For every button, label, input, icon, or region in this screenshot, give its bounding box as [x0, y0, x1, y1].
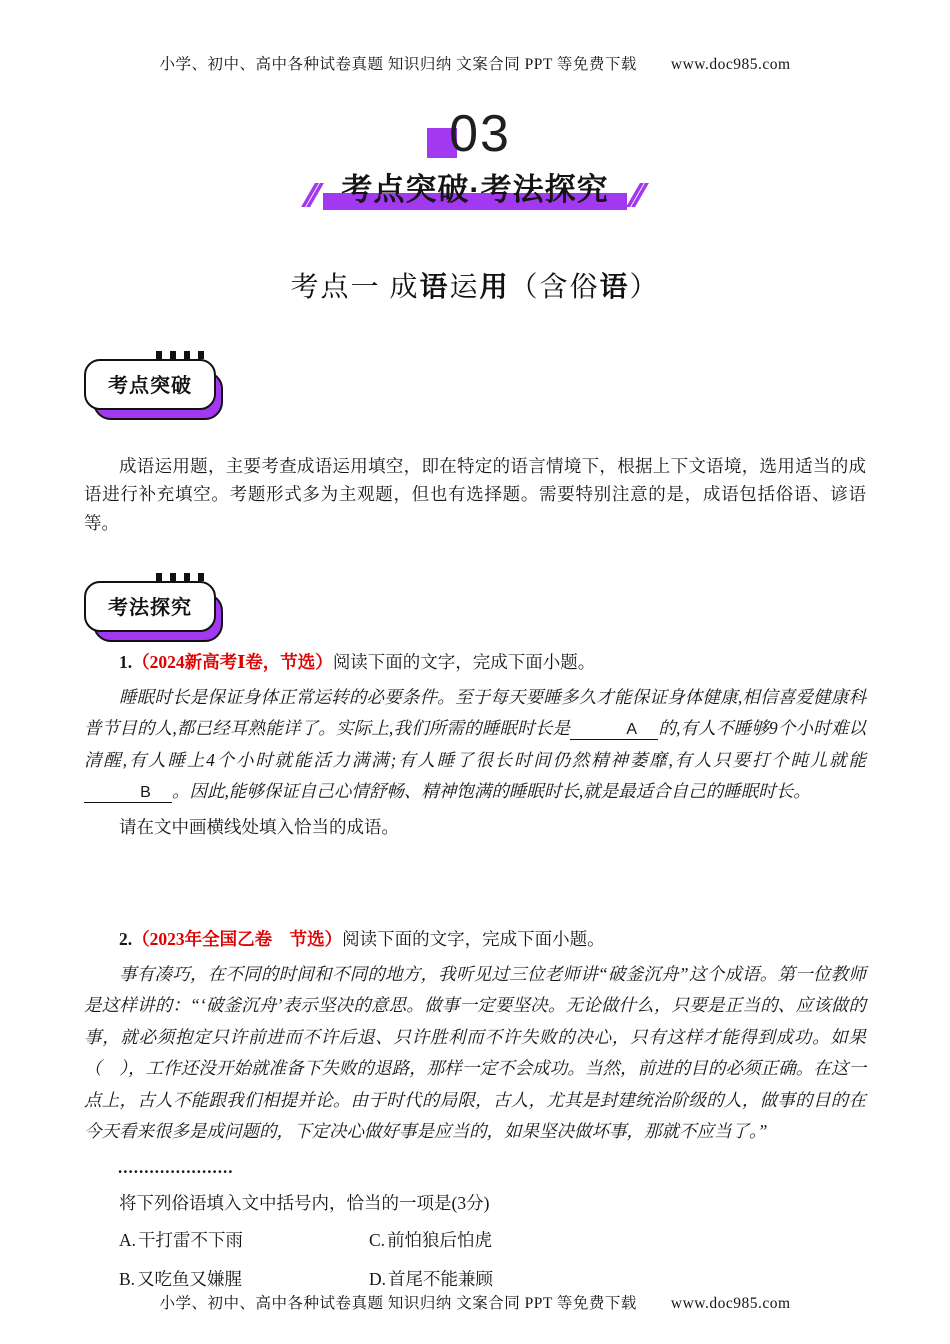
intro-paragraph: 成语运用题，主要考查成语运用填空，即在特定的语言情境下，根据上下文语境，选用适当的成语进行补充填空。考题形式多为主观题，但也有选择题。需要特别注意的是，成语包括俗语、谚语等。: [84, 456, 866, 533]
header-text: 小学、初中、高中各种试卷真题 知识归纳 文案合同 PPT 等免费下载: [159, 56, 637, 73]
badge-sprocket-icon: [156, 573, 204, 581]
title-part: 运: [449, 272, 480, 303]
page-footer: [84, 1291, 866, 1313]
blank-b: B: [84, 784, 172, 803]
option-a-text: 干打雷不下雨: [138, 1229, 244, 1250]
q1-prompt: 阅读下面的文字，完成下面小题。: [332, 652, 596, 673]
footer-text: 小学、初中、高中各种试卷真题 知识归纳 文案合同 PPT 等免费下载: [159, 1294, 637, 1312]
option-b-text: 又吃鱼又嫌腥: [137, 1268, 243, 1289]
option-c-label: C.: [369, 1229, 386, 1250]
option-a-label: A.: [119, 1229, 137, 1250]
title-part: 用: [479, 271, 510, 302]
q1-source: （2024新高考Ⅰ卷，节选）: [132, 652, 333, 673]
badge-box: [84, 359, 216, 410]
double-slash-left-icon: [301, 183, 324, 207]
option-b: [119, 1266, 369, 1291]
option-c: [369, 1227, 866, 1252]
badge-label: 考法探究: [108, 597, 192, 620]
section-banner: [84, 164, 866, 209]
double-slash-right-icon: [626, 183, 649, 207]
q2-question: 将下列俗语填入文中括号内，恰当的一项是(3分): [119, 1192, 490, 1213]
q2-number: 2.: [119, 928, 133, 949]
q2-source: （2023年全国乙卷 节选）: [132, 928, 343, 949]
title-part: 语: [599, 271, 630, 302]
section-number: [84, 105, 866, 163]
title-part: （含俗: [509, 272, 600, 303]
section-number-text: 03: [449, 105, 511, 163]
page-header: [84, 52, 866, 74]
section-title: [84, 265, 866, 305]
q1-body-text: 。因此,能够保证自己心情舒畅、精神饱满的睡眠时长,就是最适合自己的睡眠时长。: [172, 781, 811, 802]
option-d: [369, 1266, 866, 1291]
ellipsis-line: ......................: [118, 1157, 234, 1177]
option-d-text: 首尾不能兼顾: [388, 1268, 494, 1289]
option-c-text: 前怕狼后怕虎: [387, 1229, 493, 1250]
kaofa-tanjiu-badge: [84, 581, 216, 632]
q2-body: 事有凑巧，在不同的时间和不同的地方，我听见过三位老师讲“破釜沉舟”这个成语。第一位教师是这样讲的：“‘破釜沉舟’表示坚决的意思。做事一定要坚决。无论做什么，只要是正当的、应该做的事，就必须抱定只许前进而不许后退、只许胜利而不许失败的决心，只有这样才能得到成功。如果（ ），工作还没开始就准备下失败的退路，那样一定不会成功。当然，前进的目的必须正确。在这一点上，古人不能跟我们相提并论。由于时代的局限，古人，尤其是封建统治阶级的人，做事的目的在今天看来很多是成问题的，下定决心做好事是应当的，如果坚决做坏事，那就不应当了。”: [84, 963, 866, 1142]
q2-header: [84, 925, 866, 955]
question-2: [84, 925, 866, 1291]
title-part: 语: [419, 271, 450, 302]
q1-instruction: 请在文中画横线处填入恰当的成语。: [119, 816, 399, 837]
title-part: 考点一 成: [290, 272, 420, 303]
question-1: [84, 632, 866, 839]
title-part: ）: [629, 272, 660, 303]
badge-sprocket-icon: [156, 351, 204, 359]
option-b-label: B.: [119, 1268, 136, 1289]
footer-url-link[interactable]: www.doc985.com: [670, 1294, 791, 1312]
q1-body-text: 睡眠时长是保证身体正常运转的必要条件。至于每天要睡多久才能保证身体健康,相信喜爱健康科普节目的人,都已经耳熟能详了。实际上,我们所需的睡眠时长是: [84, 686, 866, 739]
q2-prompt: 阅读下面的文字，完成下面小题。: [342, 928, 605, 949]
badge-label: 考点突破: [108, 375, 192, 397]
options-list: [84, 1227, 866, 1291]
option-a: [119, 1227, 369, 1252]
header-url-link[interactable]: www.doc985.com: [670, 56, 791, 73]
q1-number: 1.: [119, 652, 133, 673]
q1-header: [84, 648, 866, 678]
banner-title: 考点突破·考法探究: [341, 172, 609, 207]
badge-box: [84, 581, 216, 632]
kaodian-tupo-badge: [84, 359, 216, 410]
q1-body: [84, 682, 866, 808]
option-d-label: D.: [369, 1268, 387, 1289]
blank-a: A: [570, 721, 658, 740]
q1-body-text: 的,有人不睡够9个小时难以清醒,有人睡上4个小时就能活力满满;有人睡了很长时间仍然精神萎靡,有人只要打个盹儿就能: [84, 718, 867, 770]
